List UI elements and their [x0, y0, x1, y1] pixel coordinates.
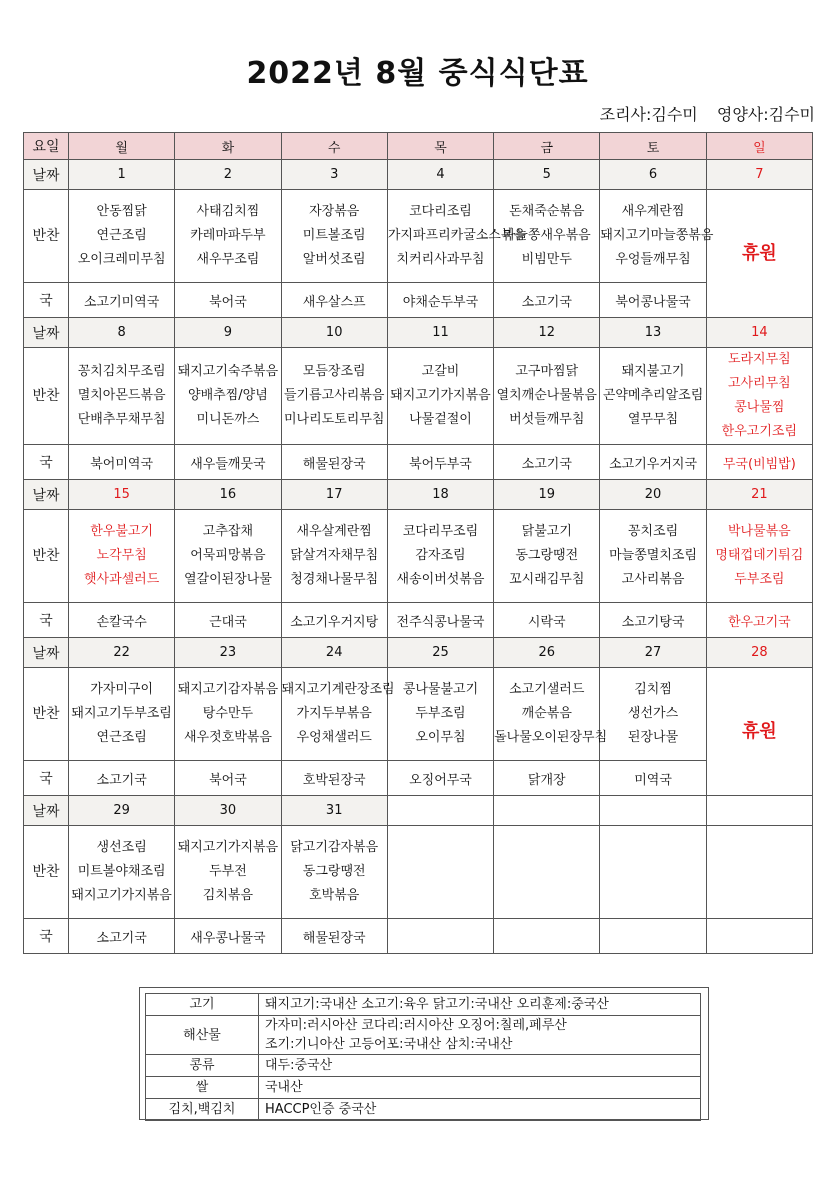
- side-dish-item: 새우살계란찜: [296, 524, 372, 539]
- date-cell: 19: [494, 480, 600, 510]
- side-dish-cell: [494, 190, 600, 283]
- soup-cell: [706, 919, 812, 954]
- side-dish-item: 모듬장조림: [302, 364, 366, 379]
- day-label: 요일: [24, 133, 69, 160]
- holiday-cell: 휴원: [706, 668, 812, 796]
- soup-cell: 손칼국수: [69, 603, 175, 638]
- date-cell: 1: [69, 160, 175, 190]
- side-dish-item: 생선가스: [627, 706, 679, 721]
- soup-cell: 전주식콩나물국: [387, 603, 493, 638]
- soup-cell: 새우콩나물국: [175, 919, 281, 954]
- date-label: 날짜: [24, 638, 69, 668]
- soup-row: [24, 283, 813, 318]
- date-cell: [494, 796, 600, 826]
- side-dish-item: 꽁치김치무조림: [77, 364, 166, 379]
- origin-line: 가자미:러시아산 코다리:러시아산 오징어:칠레,페루산: [265, 1018, 567, 1033]
- soup-cell: 시락국: [494, 603, 600, 638]
- side-dish-item: 안동찜닭: [96, 204, 147, 219]
- side-dish-item: 들기름고사리볶음: [283, 388, 385, 403]
- origin-line: 돼지고기:국내산 소고기:육우 닭고기:국내산 오리훈제:중국산: [265, 997, 609, 1012]
- soup-cell: [494, 919, 600, 954]
- date-label: 날짜: [24, 480, 69, 510]
- side-dish-label: 반찬: [24, 510, 69, 603]
- weekday-sat: 토: [600, 133, 706, 160]
- side-dish-item: 비빔만두: [521, 252, 572, 267]
- side-dish-item: 닭살겨자채무침: [290, 548, 379, 563]
- side-dish-item: 호박볶음: [309, 888, 360, 903]
- origin-row: [146, 1077, 701, 1099]
- side-dish-item: 양배추찜/양념: [188, 388, 268, 403]
- side-dish-item: 코다리조림: [409, 204, 472, 219]
- date-cell: 9: [175, 318, 281, 348]
- date-cell: 3: [281, 160, 387, 190]
- soup-cell: 해물된장국: [281, 919, 387, 954]
- side-dish-item: 돌나물오이된장무침: [494, 730, 608, 745]
- date-cell: 22: [69, 638, 175, 668]
- side-dish-item: 된장나물: [627, 730, 679, 745]
- side-dish-item: 소고기샐러드: [509, 682, 585, 697]
- date-cell: 6: [600, 160, 706, 190]
- origin-key: 해산물: [146, 1016, 259, 1055]
- side-dish-item: 미트볼야채조림: [77, 864, 166, 879]
- side-dish-item: 오이무침: [415, 730, 466, 745]
- origin-key: 쌀: [146, 1077, 259, 1099]
- weekday-wed: 수: [281, 133, 387, 160]
- side-dish-item: 미나리도토리무침: [283, 412, 385, 427]
- date-cell: 16: [175, 480, 281, 510]
- soup-cell: 북어국: [175, 761, 281, 796]
- side-dish-item: 새우무조림: [196, 252, 260, 267]
- page-title: 2022년 8월 중식식단표: [246, 56, 589, 91]
- side-dish-label: 반찬: [24, 826, 69, 919]
- origin-row: [146, 994, 701, 1016]
- side-dish-cell: [600, 668, 706, 761]
- soup-label: 국: [24, 761, 69, 796]
- side-dish-row: [24, 348, 813, 445]
- side-dish-item: 코다리무조림: [402, 524, 479, 539]
- side-dish-cell: [600, 510, 706, 603]
- date-row: [24, 638, 813, 668]
- date-cell: 10: [281, 318, 387, 348]
- date-row: [24, 796, 813, 826]
- side-dish-item: 고추잡채: [202, 524, 254, 539]
- side-dish-item: 마늘쫑멸치조림: [609, 548, 697, 563]
- side-dish-item: 돈채죽순볶음: [509, 204, 585, 219]
- side-dish-row: [24, 668, 813, 761]
- soup-row: [24, 919, 813, 954]
- soup-cell: 북어콩나물국: [600, 283, 706, 318]
- holiday-cell: 휴원: [706, 190, 812, 318]
- soup-cell: 소고기국: [494, 283, 600, 318]
- side-dish-item: 탕수만두: [202, 706, 254, 721]
- side-dish-item: 두부조림: [734, 572, 785, 587]
- date-row: [24, 160, 813, 190]
- soup-cell: 소고기우거지국: [600, 445, 706, 480]
- soup-cell: 호박된장국: [281, 761, 387, 796]
- soup-cell: 소고기우거지탕: [281, 603, 387, 638]
- side-dish-item: 돼지고기가지볶음: [71, 888, 172, 903]
- origin-line: 조기:기니아산 고등어포:국내산 삼치:국내산: [265, 1037, 513, 1052]
- side-dish-item: 돼지고기가지볶음: [390, 388, 491, 403]
- side-dish-item: 새송이버섯볶음: [396, 572, 485, 587]
- side-dish-cell: [387, 510, 493, 603]
- side-dish-item: 돼지고기숙주볶음: [177, 364, 279, 379]
- side-dish-cell: [69, 348, 175, 445]
- side-dish-cell: [706, 510, 812, 603]
- cook-name: 조리사:김수미: [599, 105, 698, 124]
- side-dish-item: 사태김치찜: [196, 204, 260, 219]
- nutritionist-name: 영양사:김수미: [716, 105, 815, 124]
- staff-info: [586, 102, 815, 125]
- side-dish-cell: [706, 348, 812, 445]
- side-dish-item: 오이크레미무침: [77, 252, 166, 267]
- side-dish-item: 열무무침: [627, 412, 679, 427]
- side-dish-item: 자장볶음: [309, 204, 360, 219]
- soup-cell: 소고기미역국: [69, 283, 175, 318]
- side-dish-cell: [387, 190, 526, 283]
- side-dish-cell: [69, 668, 175, 761]
- date-cell: 30: [175, 796, 281, 826]
- date-cell: 20: [600, 480, 706, 510]
- soup-cell: 북어두부국: [387, 445, 493, 480]
- soup-cell: 새우살스프: [281, 283, 387, 318]
- side-dish-item: 한우불고기: [90, 524, 154, 539]
- weekday-fri: 금: [494, 133, 600, 160]
- side-dish-item: 동그랑땡전: [515, 548, 579, 563]
- origin-line: 대두:중국산: [265, 1058, 333, 1073]
- side-dish-item: 카레마파두부: [190, 228, 266, 243]
- side-dish-cell: [175, 510, 281, 603]
- soup-cell: 해물된장국: [281, 445, 387, 480]
- origin-key: 고기: [146, 994, 259, 1016]
- side-dish-item: 알버섯조림: [302, 252, 366, 267]
- origin-line: 국내산: [265, 1080, 303, 1095]
- side-dish-label: 반찬: [24, 348, 69, 445]
- date-cell: 24: [281, 638, 387, 668]
- side-dish-item: 고구마찜닭: [515, 364, 579, 379]
- weekday-tue: 화: [175, 133, 281, 160]
- soup-row: [24, 761, 813, 796]
- date-cell: 17: [281, 480, 387, 510]
- side-dish-item: 박나물볶음: [727, 524, 791, 539]
- side-dish-item: 김치볶음: [202, 888, 254, 903]
- side-dish-item: 마늘쫑새우볶음: [502, 228, 591, 243]
- soup-cell: 근대국: [175, 603, 281, 638]
- side-dish-item: 김치찜: [634, 682, 672, 697]
- origin-line: HACCP인증 중국산: [265, 1102, 377, 1117]
- soup-label: 국: [24, 919, 69, 954]
- side-dish-item: 치커리사과무침: [396, 252, 485, 267]
- side-dish-item: 고사리볶음: [621, 572, 685, 587]
- side-dish-item: 콩나물찜: [734, 400, 785, 415]
- side-dish-item: 곤약메추리알조림: [602, 388, 704, 403]
- soup-cell: 소고기국: [494, 445, 600, 480]
- side-dish-label: 반찬: [24, 190, 69, 283]
- origin-row: [146, 1099, 701, 1121]
- side-dish-item: 꽁치조림: [627, 524, 679, 539]
- soup-cell: 무국(비빔밥): [706, 445, 812, 480]
- date-cell: 11: [387, 318, 493, 348]
- side-dish-cell: [69, 826, 175, 919]
- side-dish-item: 한우고기조림: [721, 424, 798, 439]
- soup-cell: [387, 919, 493, 954]
- soup-label: 국: [24, 603, 69, 638]
- side-dish-cell: [494, 826, 600, 919]
- side-dish-cell: [600, 348, 706, 445]
- side-dish-cell: [281, 826, 387, 919]
- side-dish-item: 두부조림: [415, 706, 466, 721]
- side-dish-item: 단배추무채무침: [77, 412, 166, 427]
- side-dish-cell: [175, 190, 281, 283]
- side-dish-cell: [175, 668, 281, 761]
- side-dish-item: 햇사과셀러드: [83, 572, 160, 587]
- side-dish-cell: [281, 190, 387, 283]
- soup-label: 국: [24, 283, 69, 318]
- side-dish-item: 새우계란찜: [621, 204, 685, 219]
- side-dish-item: 닭고기감자볶음: [290, 840, 379, 855]
- origin-key: 김치,백김치: [146, 1099, 259, 1121]
- date-cell: 29: [69, 796, 175, 826]
- side-dish-item: 감자조림: [415, 548, 466, 563]
- soup-cell: 소고기탕국: [600, 603, 706, 638]
- soup-cell: [600, 919, 706, 954]
- date-cell: 7: [706, 160, 812, 190]
- side-dish-row: [24, 826, 813, 919]
- date-cell: 18: [387, 480, 493, 510]
- soup-label: 국: [24, 445, 69, 480]
- side-dish-row: [24, 190, 813, 283]
- weekday-header-row: [24, 133, 813, 160]
- origin-table: [145, 993, 701, 1121]
- side-dish-item: 노각무침: [96, 548, 147, 563]
- date-cell: 23: [175, 638, 281, 668]
- date-cell: 21: [706, 480, 812, 510]
- date-cell: 2: [175, 160, 281, 190]
- soup-cell: 북어미역국: [69, 445, 175, 480]
- soup-cell: 새우들깨뭇국: [175, 445, 281, 480]
- soup-cell: 닭개장: [494, 761, 600, 796]
- date-cell: 25: [387, 638, 493, 668]
- date-cell: 12: [494, 318, 600, 348]
- side-dish-item: 꼬시래김무침: [509, 572, 585, 587]
- date-cell: 28: [706, 638, 812, 668]
- side-dish-item: 가자미구이: [90, 682, 154, 697]
- side-dish-item: 가지두부볶음: [296, 706, 372, 721]
- side-dish-item: 돼지고기가지볶음: [177, 840, 279, 855]
- side-dish-item: 새우젓호박볶음: [183, 730, 272, 745]
- side-dish-item: 콩나물불고기: [402, 682, 479, 697]
- date-label: 날짜: [24, 160, 69, 190]
- origin-value: [259, 1099, 701, 1121]
- side-dish-item: 연근조림: [96, 730, 147, 745]
- soup-cell: 야채순두부국: [387, 283, 493, 318]
- origin-row: [146, 1055, 701, 1077]
- soup-cell: 소고기국: [69, 919, 175, 954]
- side-dish-item: 돼지고기두부조림: [71, 706, 172, 721]
- side-dish-item: 두부전: [209, 864, 247, 879]
- origin-key: 콩류: [146, 1055, 259, 1077]
- side-dish-item: 우엉채샐러드: [296, 730, 372, 745]
- side-dish-cell: [494, 668, 608, 761]
- date-cell: 8: [69, 318, 175, 348]
- side-dish-item: 청경채나물무침: [290, 572, 379, 587]
- side-dish-item: 명태껍데기튀김: [715, 548, 804, 563]
- date-cell: 15: [69, 480, 175, 510]
- soup-cell: 한우고기국: [706, 603, 812, 638]
- soup-cell: 오징어무국: [387, 761, 493, 796]
- date-label: 날짜: [24, 796, 69, 826]
- side-dish-item: 돼지고기감자볶음: [177, 682, 279, 697]
- origin-value: [259, 1016, 701, 1055]
- side-dish-item: 깨순볶음: [521, 706, 572, 721]
- side-dish-item: 동그랑땡전: [302, 864, 366, 879]
- side-dish-item: 가지파프리카굴소스볶음: [387, 228, 526, 243]
- side-dish-item: 미트볼조림: [302, 228, 366, 243]
- date-cell: 4: [387, 160, 493, 190]
- side-dish-cell: [387, 668, 493, 761]
- side-dish-item: 나물겉절이: [409, 412, 472, 427]
- soup-row: [24, 603, 813, 638]
- origin-value: [259, 1077, 701, 1099]
- soup-row: [24, 445, 813, 480]
- side-dish-cell: [281, 348, 387, 445]
- side-dish-cell: [494, 348, 600, 445]
- origin-value: [259, 1055, 701, 1077]
- soup-cell: 소고기국: [69, 761, 175, 796]
- side-dish-cell: [387, 826, 493, 919]
- side-dish-cell: [69, 190, 175, 283]
- date-cell: [600, 796, 706, 826]
- weekday-mon: 월: [69, 133, 175, 160]
- side-dish-item: 생선조림: [96, 840, 147, 855]
- date-cell: 26: [494, 638, 600, 668]
- side-dish-label: 반찬: [24, 668, 69, 761]
- side-dish-cell: [69, 510, 175, 603]
- side-dish-item: 닭불고기: [521, 524, 572, 539]
- side-dish-item: 돼지고기계란장조림: [281, 682, 395, 697]
- side-dish-cell: [494, 510, 600, 603]
- side-dish-cell: [387, 348, 493, 445]
- date-label: 날짜: [24, 318, 69, 348]
- soup-cell: 미역국: [600, 761, 706, 796]
- side-dish-item: 버섯들깨무침: [509, 412, 585, 427]
- side-dish-cell: [706, 826, 812, 919]
- side-dish-cell: [281, 510, 387, 603]
- date-cell: 31: [281, 796, 387, 826]
- side-dish-item: 돼지불고기: [621, 364, 685, 379]
- menu-table: [23, 132, 813, 954]
- side-dish-item: 고갈비: [421, 364, 460, 379]
- side-dish-item: 연근조림: [96, 228, 147, 243]
- date-cell: 5: [494, 160, 600, 190]
- weekday-sun: 일: [706, 133, 812, 160]
- side-dish-item: 도라지무침: [727, 352, 791, 367]
- date-row: [24, 318, 813, 348]
- side-dish-cell: [600, 826, 706, 919]
- side-dish-item: 어묵피망볶음: [190, 548, 266, 563]
- side-dish-item: 돼지고기마늘쫑볶음: [600, 228, 714, 243]
- side-dish-item: 고사리무침: [727, 376, 791, 391]
- side-dish-row: [24, 510, 813, 603]
- side-dish-item: 열갈이된장나물: [183, 572, 272, 587]
- origin-value: [259, 994, 701, 1016]
- side-dish-item: 미니돈까스: [196, 412, 260, 427]
- origin-row: [146, 1016, 701, 1055]
- side-dish-item: 열치깨순나물볶음: [496, 388, 597, 403]
- side-dish-cell: [281, 668, 395, 761]
- side-dish-cell: [175, 826, 281, 919]
- date-cell: [387, 796, 493, 826]
- side-dish-item: 멸치아몬드볶음: [77, 388, 166, 403]
- date-row: [24, 480, 813, 510]
- soup-cell: 북어국: [175, 283, 281, 318]
- side-dish-item: 우엉들깨무침: [615, 252, 691, 267]
- date-cell: 14: [706, 318, 812, 348]
- date-cell: 13: [600, 318, 706, 348]
- date-cell: [706, 796, 812, 826]
- date-cell: 27: [600, 638, 706, 668]
- weekday-thu: 목: [387, 133, 493, 160]
- side-dish-cell: [175, 348, 281, 445]
- side-dish-cell: [600, 190, 714, 283]
